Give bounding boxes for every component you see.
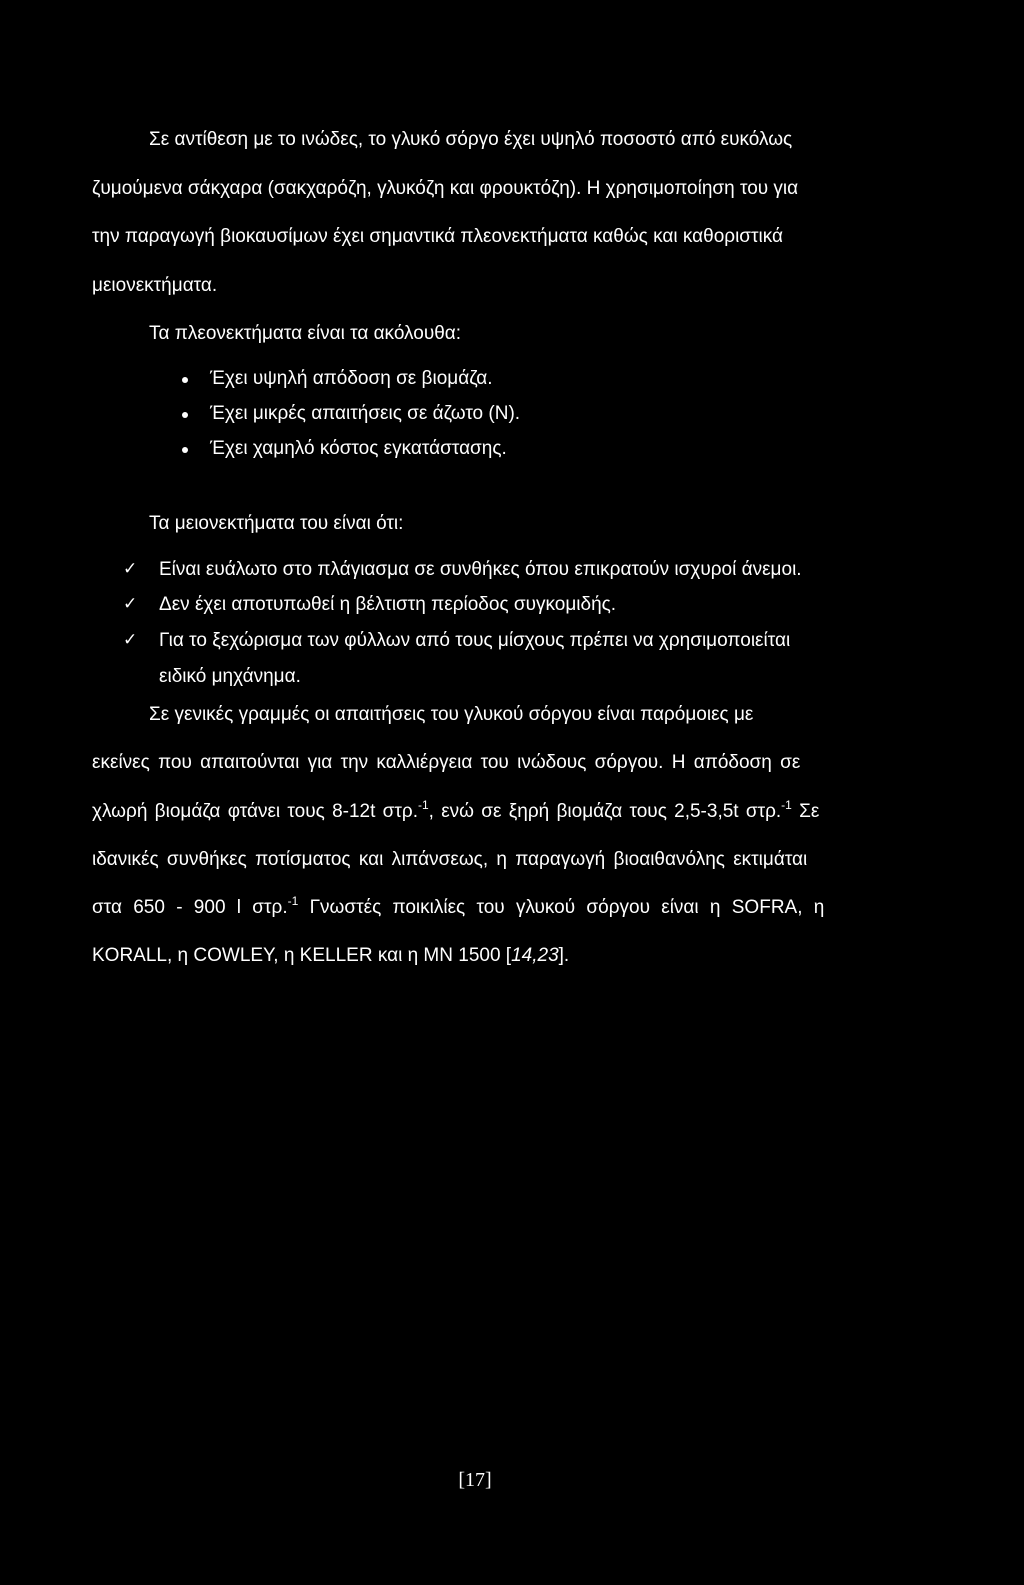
advantage-item: Έχει μικρές απαιτήσεις σε άζωτο (Ν). bbox=[210, 403, 521, 424]
disadvantages-heading: Τα μειονεκτήματα του είναι ότι: bbox=[149, 513, 404, 534]
disadvantage-item: Είναι ευάλωτο στο πλάγιασμα σε συνθήκες όπου επικρατούν ισχυροί άνεμοι. bbox=[159, 559, 802, 580]
disadvantage-item-continuation: ειδικό μηχάνημα. bbox=[159, 666, 301, 687]
paragraph-2-line-2: εκείνες που απαιτούνται για την καλλιέργεια του ινώδους σόργου. Η απόδοση σε bbox=[92, 752, 801, 773]
disadvantage-item: Δεν έχει αποτυπωθεί η βέλτιστη περίοδος συγκομιδής. bbox=[159, 594, 617, 615]
advantage-item: Έχει υψηλή απόδοση σε βιομάζα. bbox=[210, 368, 493, 389]
paragraph-1-line-1: Σε αντίθεση με το ινώδες, το γλυκό σόργο έχει υψηλό ποσοστό από ευκόλως bbox=[149, 129, 793, 150]
paragraph-1-line-4: μειονεκτήματα. bbox=[92, 275, 218, 296]
superscript-exponent: -1 bbox=[417, 798, 429, 812]
paragraph-2-line-1 bbox=[149, 703, 868, 727]
paragraph-2-line-3 bbox=[92, 800, 819, 824]
paragraph-2-line-5-text-b: Γνωστές ποικιλίες του γλυκού σόργου είναι η SOFRA, η bbox=[298, 897, 825, 918]
paragraph-2-line-5 bbox=[92, 896, 824, 920]
advantage-item: Έχει χαμηλό κόστος εγκατάστασης. bbox=[210, 438, 507, 459]
paragraph-2-line-1-text: Σε γενικές γραμμές οι απαιτήσεις του γλυκού σόργου είναι παρόμοιες με bbox=[149, 704, 754, 725]
checkmark-icon: ✓ bbox=[123, 630, 138, 650]
superscript-exponent: -1 bbox=[781, 798, 792, 812]
paragraph-2-line-4: ιδανικές συνθήκες ποτίσματος και λιπάνσεως, η παραγωγή βιοαιθανόλης εκτιμάται bbox=[92, 849, 808, 870]
checkmark-icon: ✓ bbox=[123, 594, 138, 614]
page-number: [17] bbox=[458, 1469, 492, 1491]
advantages-heading: Τα πλεονεκτήματα είναι τα ακόλουθα: bbox=[149, 323, 462, 344]
paragraph-2-line-3-text-c: Σε bbox=[791, 801, 820, 822]
paragraph-2-line-3-text-a: χλωρή βιομάζα φτάνει τους 8-12t στρ. bbox=[92, 801, 418, 822]
checkmark-icon: ✓ bbox=[123, 559, 138, 579]
bullet-icon bbox=[182, 377, 188, 383]
paragraph-2-line-6-text-a: KORALL, η COWLEY, η KELLER και η MN 1500 [ bbox=[92, 945, 512, 966]
bullet-icon bbox=[182, 447, 188, 453]
paragraph-2-line-6 bbox=[92, 944, 569, 968]
superscript-exponent: -1 bbox=[287, 894, 299, 908]
paragraph-2-line-5-text-a: στα 650 - 900 l στρ. bbox=[92, 897, 288, 918]
paragraph-1-line-2: ζυμούμενα σάκχαρα (σακχαρόζη, γλυκόζη και φρουκτόζη). Η χρησιμοποίηση του για bbox=[92, 178, 799, 199]
citation-reference: 14,23 bbox=[511, 945, 559, 966]
disadvantage-item: Για το ξεχώρισμα των φύλλων από τους μίσχους πρέπει να χρησιμοποιείται bbox=[159, 630, 791, 651]
paragraph-1-line-3: την παραγωγή βιοκαυσίμων έχει σημαντικά πλεονεκτήματα καθώς και καθοριστικά bbox=[92, 226, 783, 247]
bullet-icon bbox=[182, 412, 188, 418]
paragraph-2-line-6-text-b: ]. bbox=[558, 945, 570, 966]
paragraph-2-line-3-text-b: , ενώ σε ξηρή βιομάζα τους 2,5-3,5t στρ. bbox=[428, 801, 782, 822]
